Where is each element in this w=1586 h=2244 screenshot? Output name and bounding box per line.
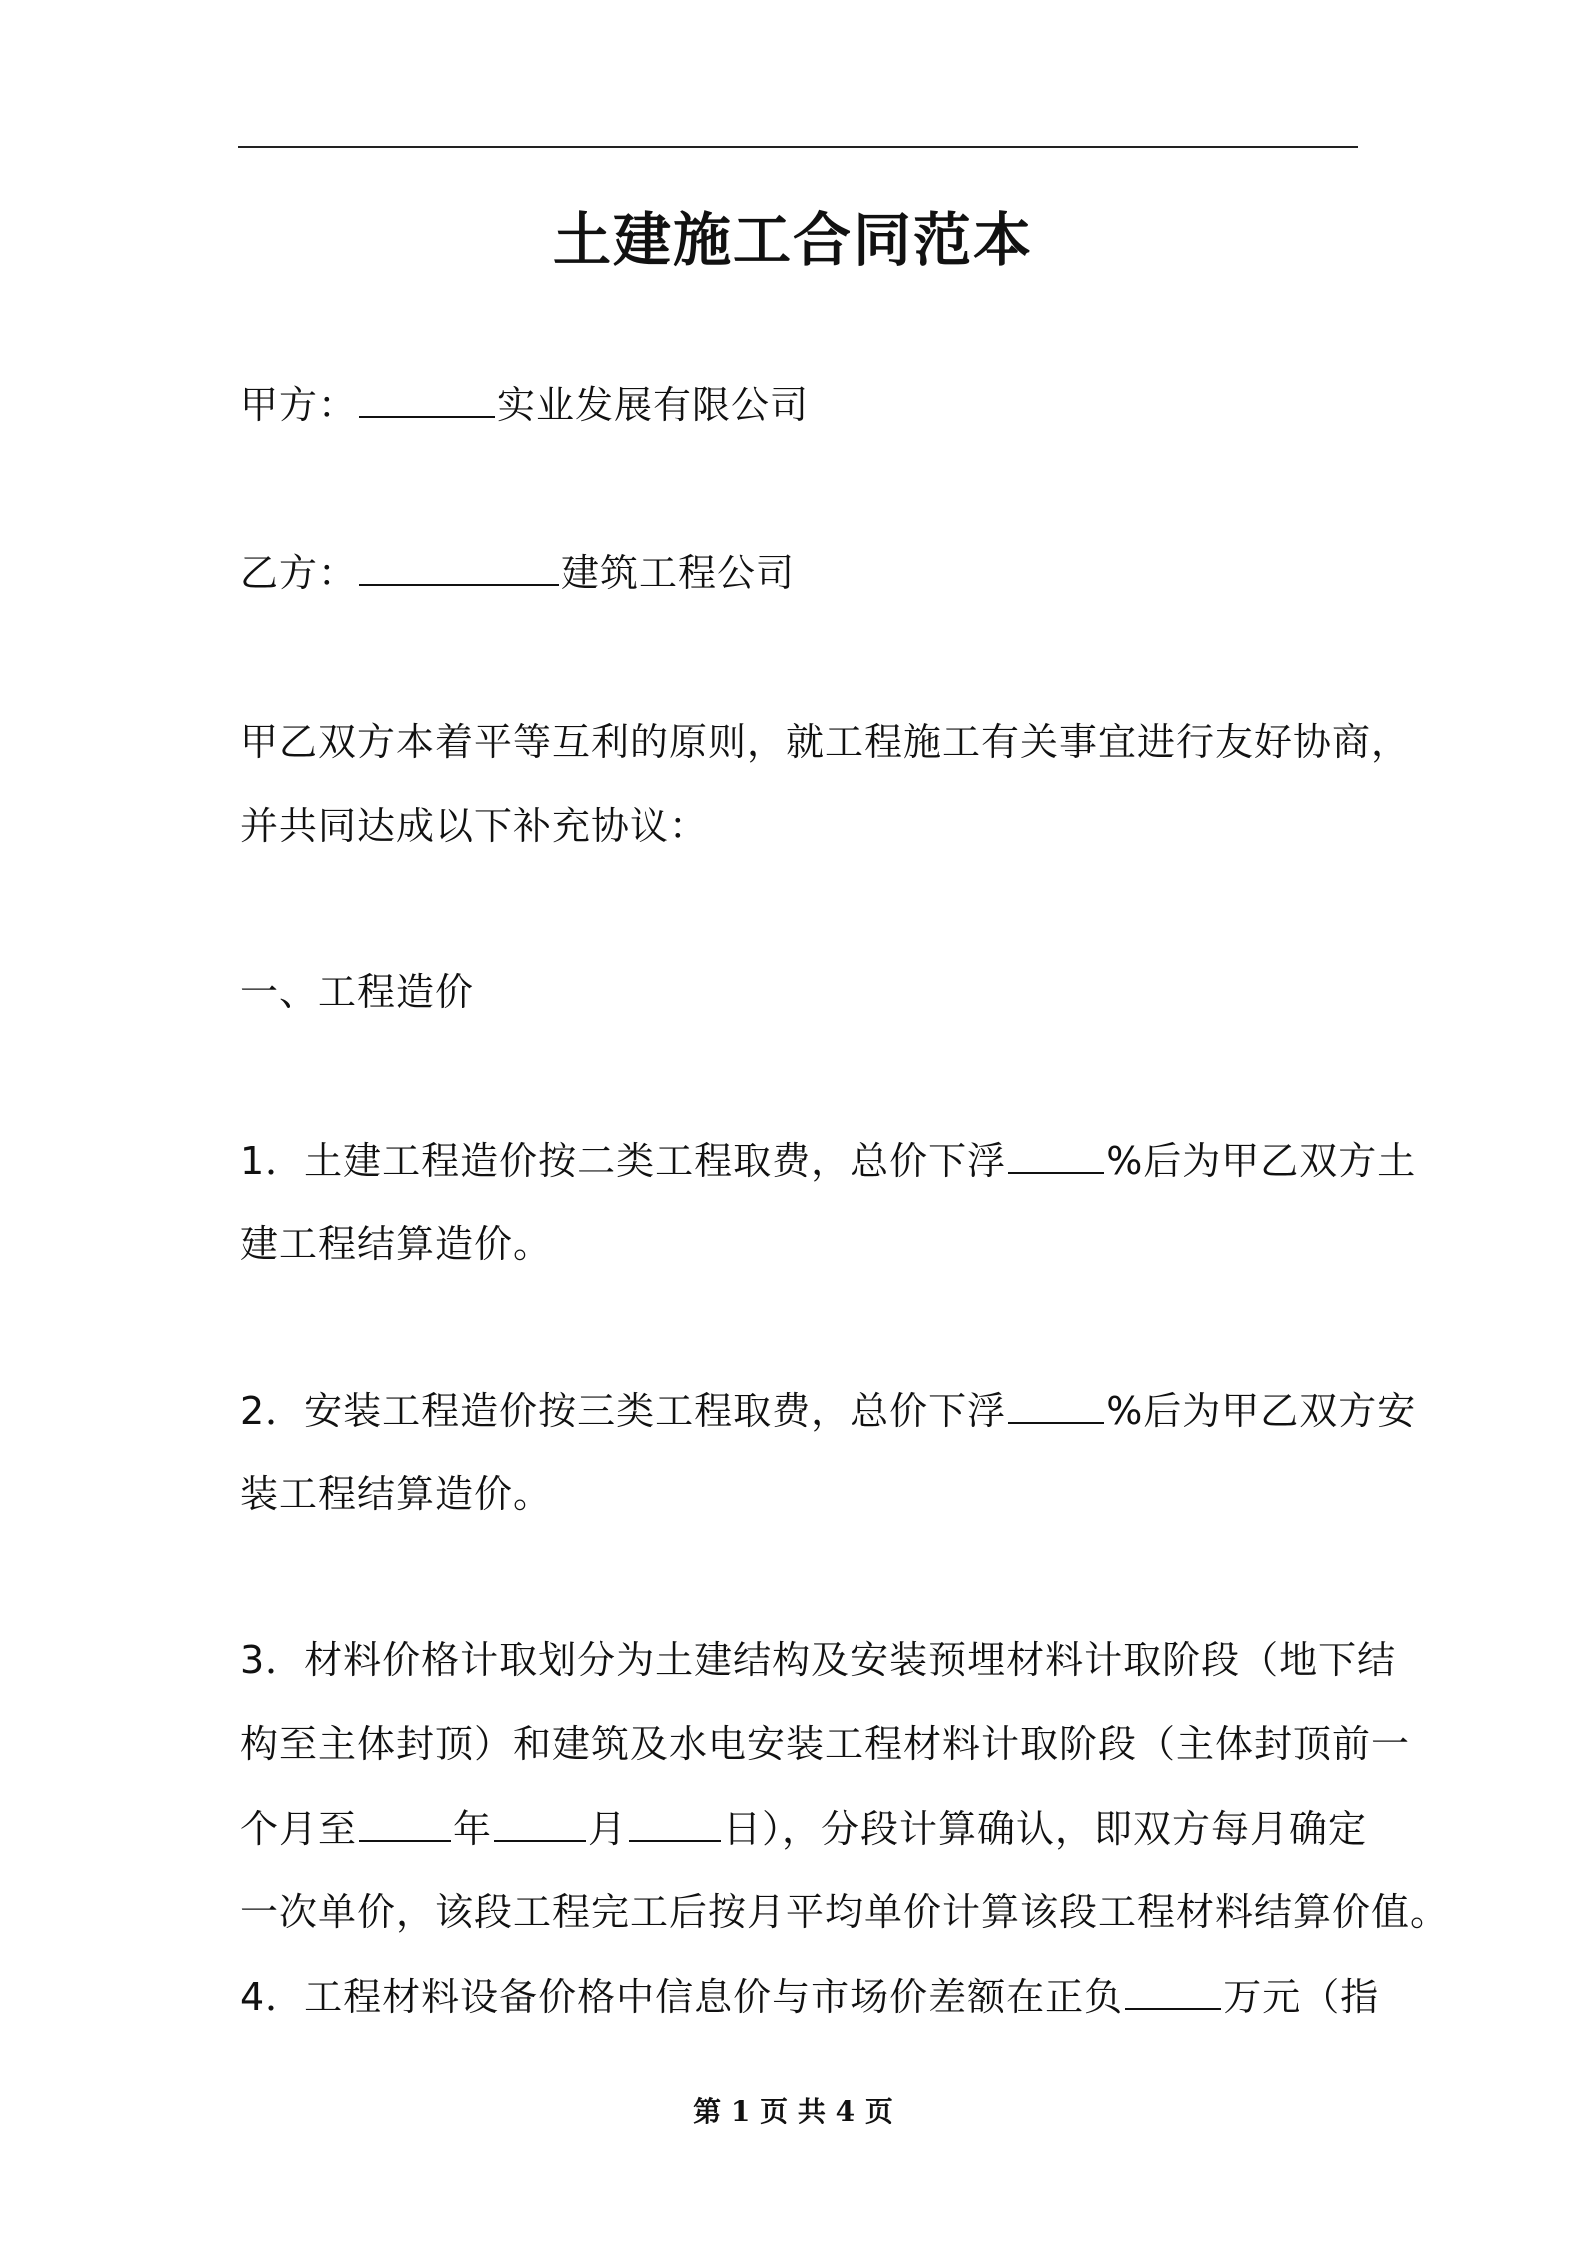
section-1-heading: 一、工程造价	[240, 970, 475, 1014]
clause-3-line-4: 一次单价，该段工程完工后按月平均单价计算该段工程材料结算价值。	[240, 1890, 1450, 1934]
clause-2-line-1	[240, 1384, 1416, 1437]
intro-line-1: 甲乙双方本着平等互利的原则，就工程施工有关事宜进行友好协商，	[240, 720, 1411, 764]
clause-2-line-2: 装工程结算造价。	[240, 1472, 553, 1516]
clause-1-text-b: %后为甲乙双方土	[1106, 1139, 1417, 1183]
party-b-name: 建筑工程公司	[561, 551, 796, 595]
party-a-label: 甲方：	[240, 383, 358, 427]
clause-3-text-b: 年	[453, 1807, 493, 1851]
clause-1-text-a: 1．土建工程造价按二类工程取费，总价下浮	[240, 1139, 1007, 1183]
clause-4-line-1	[240, 1970, 1379, 2023]
party-a-blank	[359, 378, 495, 418]
clause-3-year-blank	[359, 1802, 451, 1842]
clause-2-text-a: 2．安装工程造价按三类工程取费，总价下浮	[240, 1389, 1007, 1433]
clause-1-line-1	[240, 1134, 1416, 1187]
party-b-label: 乙方：	[240, 551, 358, 595]
clause-3-text-d: 日），分段计算确认，即双方每月确定	[723, 1807, 1368, 1851]
clause-2-text-b: %后为甲乙双方安	[1106, 1389, 1417, 1433]
clause-3-month-blank	[494, 1802, 586, 1842]
clause-4-text-b: 万元（指	[1223, 1975, 1380, 2019]
clause-3-line-1: 3．材料价格计取划分为土建结构及安装预埋材料计取阶段（地下结	[240, 1638, 1397, 1682]
clause-3-line-2: 构至主体封顶）和建筑及水电安装工程材料计取阶段（主体封顶前一	[240, 1722, 1411, 1766]
clause-3-day-blank	[629, 1802, 721, 1842]
party-a-line	[240, 378, 809, 431]
clause-1-blank	[1008, 1134, 1104, 1174]
intro-line-2: 并共同达成以下补充协议：	[240, 804, 709, 848]
party-b-blank	[359, 546, 559, 586]
document-title: 土建施工合同范本	[552, 206, 1033, 274]
page-indicator: 第 1 页 共 4 页	[693, 2095, 893, 2128]
clause-4-blank	[1125, 1970, 1221, 2010]
party-a-name: 实业发展有限公司	[497, 383, 810, 427]
header-rule	[238, 146, 1358, 148]
clause-2-blank	[1008, 1384, 1104, 1424]
clause-4-text-a: 4．工程材料设备价格中信息价与市场价差额在正负	[240, 1975, 1124, 2019]
clause-3-text-c: 月	[588, 1807, 628, 1851]
clause-3-text-a: 个月至	[240, 1807, 358, 1851]
clause-3-line-3	[240, 1802, 1367, 1855]
clause-1-line-2: 建工程结算造价。	[240, 1222, 553, 1266]
party-b-line	[240, 546, 795, 599]
